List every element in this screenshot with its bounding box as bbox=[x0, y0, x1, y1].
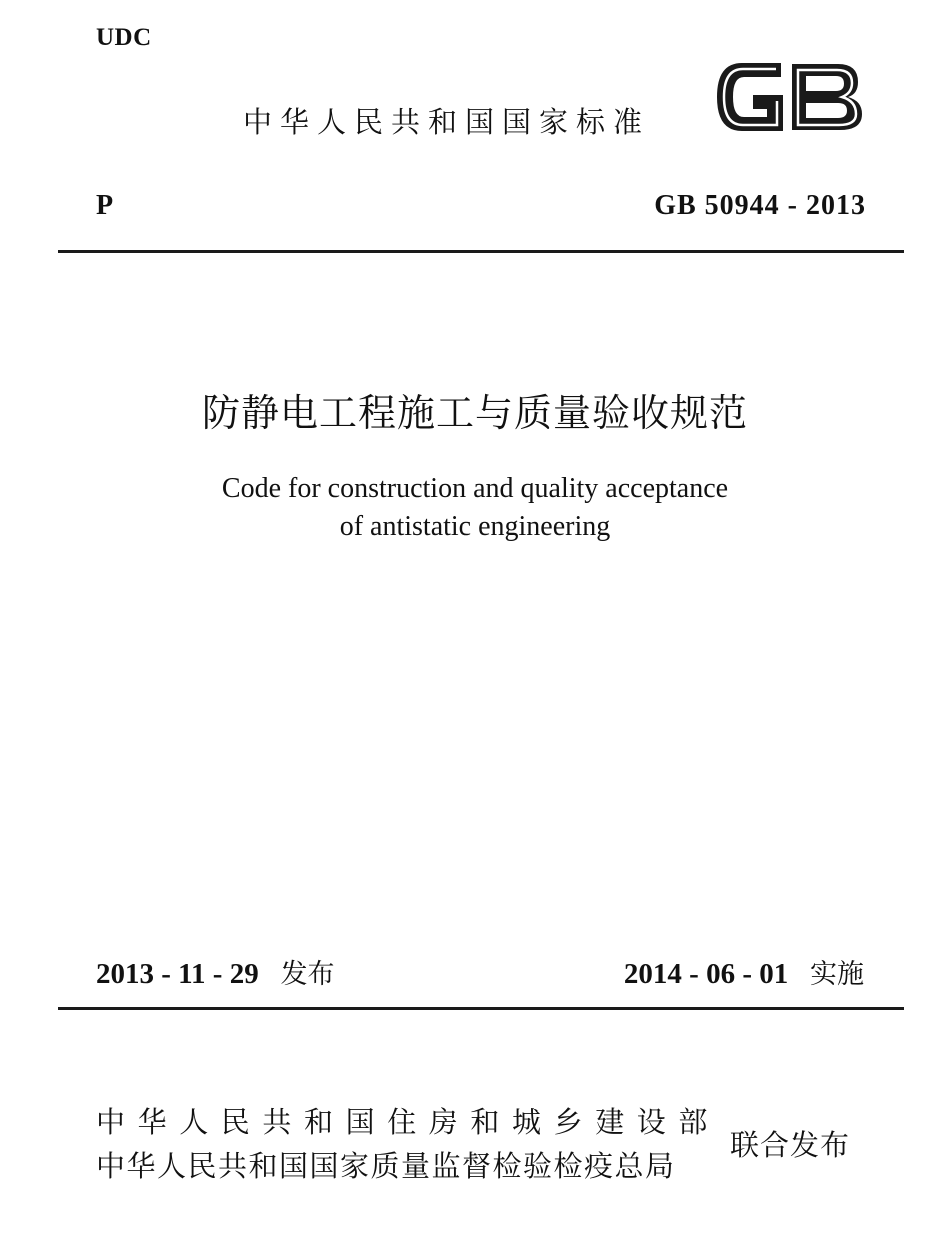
title-chinese: 防静电工程施工与质量验收规范 bbox=[201, 391, 748, 435]
top-divider bbox=[58, 250, 904, 253]
implementation-label: 实施 bbox=[810, 959, 864, 990]
issue-date: 2013 - 11 - 29 bbox=[96, 958, 259, 990]
title-english-line2: of antistatic engineering bbox=[339, 511, 611, 542]
standard-number: GB 50944 - 2013 bbox=[654, 190, 866, 221]
issue-label: 发布 bbox=[280, 959, 335, 990]
udc-label: UDC bbox=[96, 24, 152, 51]
category-code: P bbox=[96, 190, 114, 221]
title-english bbox=[0, 470, 950, 546]
issue-date-block bbox=[96, 952, 334, 991]
issuer-aqsiq: 中华人民共和国国家质量监督检验检疫总局 bbox=[96, 1149, 676, 1183]
gb-logo bbox=[712, 56, 866, 138]
issuer-ministry-housing: 中华人民共和国住房和城乡建设部 bbox=[96, 1105, 721, 1139]
title-english-line1: Code for construction and quality acceptance bbox=[221, 473, 729, 504]
implementation-date-block bbox=[624, 952, 864, 991]
implementation-date: 2014 - 06 - 01 bbox=[623, 958, 789, 990]
national-standard-heading: 中华人民共和国国家标准 bbox=[243, 105, 651, 139]
bottom-divider bbox=[58, 1007, 904, 1010]
joint-issue-label: 联合发布 bbox=[730, 1128, 851, 1162]
